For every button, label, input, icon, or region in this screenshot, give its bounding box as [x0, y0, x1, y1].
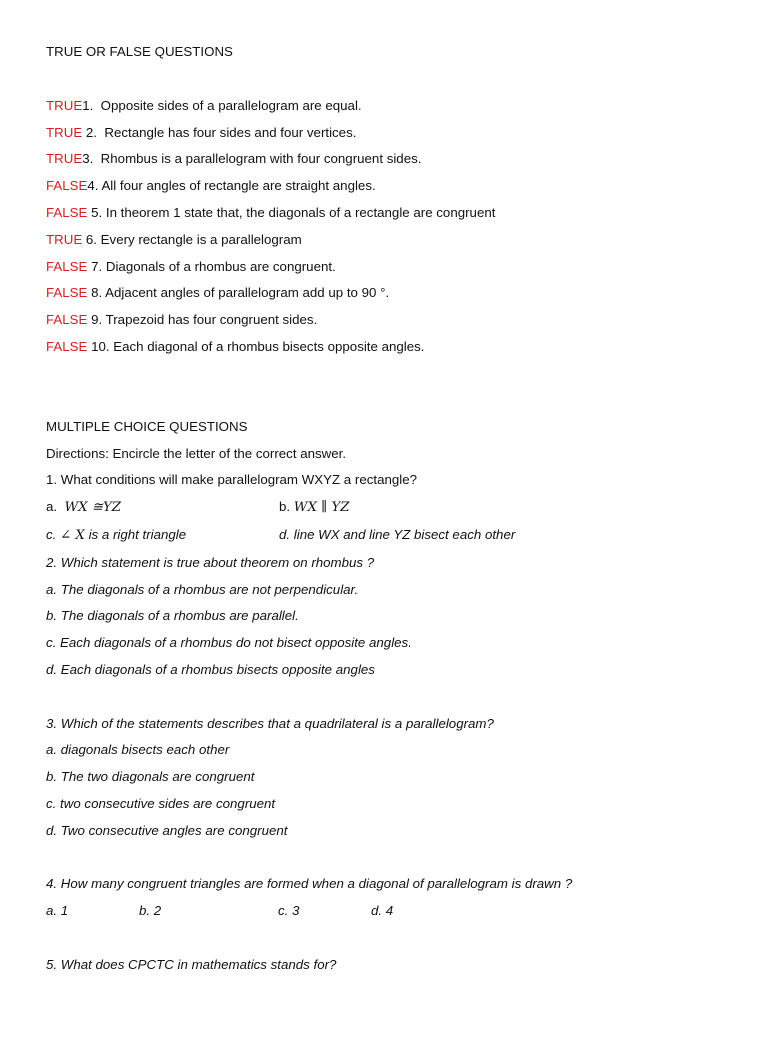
- option-a-math: WX ≅YZ: [64, 500, 122, 516]
- question-4-option-c: c. 3: [278, 903, 300, 919]
- question-1-options-cd: [46, 522, 768, 550]
- tf-item-4: [46, 173, 768, 200]
- option-a-prefix: a.: [46, 499, 65, 515]
- option-c-math: ∠ X: [60, 527, 85, 543]
- option-c-text: is a right triangle: [84, 526, 187, 542]
- question-3-option-a: a. diagonals bisects each other: [46, 742, 230, 758]
- tf-statement: 7. Diagonals of a rhombus are congruent.: [87, 258, 336, 274]
- tf-answer: FALSE: [46, 204, 88, 220]
- tf-answer: TRUE: [46, 231, 83, 247]
- question-3-option-b: b. The two diagonals are congruent: [46, 769, 255, 785]
- tf-statement: 10. Each diagonal of a rhombus bisects opposite angles.: [87, 338, 425, 354]
- tf-item-6: [46, 227, 768, 254]
- question-3: 3. Which of the statements describes that a quadrilateral is a parallelogram?: [46, 715, 494, 731]
- spacer: [46, 925, 768, 952]
- tf-item-2: [46, 120, 768, 147]
- tf-item-5: [46, 200, 768, 227]
- question-2-option-a: a. The diagonals of a rhombus are not perpendicular.: [46, 581, 359, 597]
- directions-text: Directions: Encircle the letter of the correct answer.: [46, 445, 347, 461]
- question-2-option-d: d. Each diagonals of a rhombus bisects opposite angles: [46, 661, 375, 677]
- tf-item-7: [46, 254, 768, 281]
- tf-statement: 3. Rhombus is a parallelogram with four congruent sides.: [82, 151, 422, 167]
- question-1-options-ab: [46, 494, 768, 522]
- question-2: 2. Which statement is true about theorem on rhombus ?: [46, 554, 375, 570]
- tf-statement: 2. Rectangle has four sides and four vertices.: [82, 124, 357, 140]
- spacer: [46, 845, 768, 872]
- worksheet-page: [0, 39, 768, 1063]
- tf-item-8: [46, 280, 768, 307]
- question-3-option-c: c. two consecutive sides are congruent: [46, 795, 276, 811]
- option-d: d. line WX and line YZ bisect each other: [279, 526, 516, 542]
- tf-answer: FALSE: [46, 258, 88, 274]
- option-c: [46, 522, 279, 550]
- option-c-prefix: c.: [46, 526, 61, 542]
- question-4-options: [46, 898, 768, 925]
- question-3-option-d: d. Two consecutive angles are congruent: [46, 822, 288, 838]
- option-b-prefix: b.: [279, 499, 294, 515]
- tf-item-10: [46, 334, 768, 361]
- question-4: 4. How many congruent triangles are formed when a diagonal of parallelogram is drawn ?: [46, 876, 573, 892]
- tf-statement: 6. Every rectangle is a parallelogram: [82, 231, 302, 247]
- true-false-heading: TRUE OR FALSE QUESTIONS: [46, 44, 233, 59]
- tf-statement: 1. Opposite sides of a parallelogram are equal.: [82, 97, 362, 113]
- spacer: [46, 684, 768, 711]
- tf-statement: 5. In theorem 1 state that, the diagonals of a rectangle are congruent: [87, 204, 496, 220]
- question-2-option-b: b. The diagonals of a rhombus are parallel.: [46, 608, 299, 624]
- tf-answer: TRUE: [46, 97, 83, 113]
- tf-answer: FALSE: [46, 312, 88, 328]
- tf-answer: TRUE: [46, 124, 83, 140]
- tf-statement: 4. All four angles of rectangle are straight angles.: [87, 178, 376, 194]
- option-b: [279, 499, 350, 514]
- question-4-option-b: b. 2: [139, 903, 162, 919]
- question-5: 5. What does CPCTC in mathematics stands for?: [46, 956, 337, 972]
- question-4-option-a: a. 1: [46, 903, 69, 919]
- multiple-choice-heading: MULTIPLE CHOICE QUESTIONS: [46, 418, 248, 434]
- tf-statement: 8. Adjacent angles of parallelogram add up to 90 °.: [87, 285, 390, 301]
- question-1: 1. What conditions will make parallelogram WXYZ a rectangle?: [46, 472, 417, 488]
- question-2-option-c: c. Each diagonals of a rhombus do not bisect opposite angles.: [46, 635, 412, 651]
- question-4-option-d: d. 4: [371, 903, 394, 919]
- tf-answer: FALSE: [46, 338, 88, 354]
- tf-statement: 9. Trapezoid has four congruent sides.: [87, 312, 318, 328]
- tf-answer: FALSE: [46, 178, 88, 194]
- tf-answer: TRUE: [46, 151, 83, 167]
- option-b-math: WX ∥ YZ: [293, 500, 350, 516]
- tf-answer: FALSE: [46, 285, 88, 301]
- tf-item-9: [46, 307, 768, 334]
- tf-item-1: [46, 93, 768, 120]
- option-a: [46, 494, 279, 522]
- true-false-list: [46, 93, 768, 361]
- tf-item-3: [46, 146, 768, 173]
